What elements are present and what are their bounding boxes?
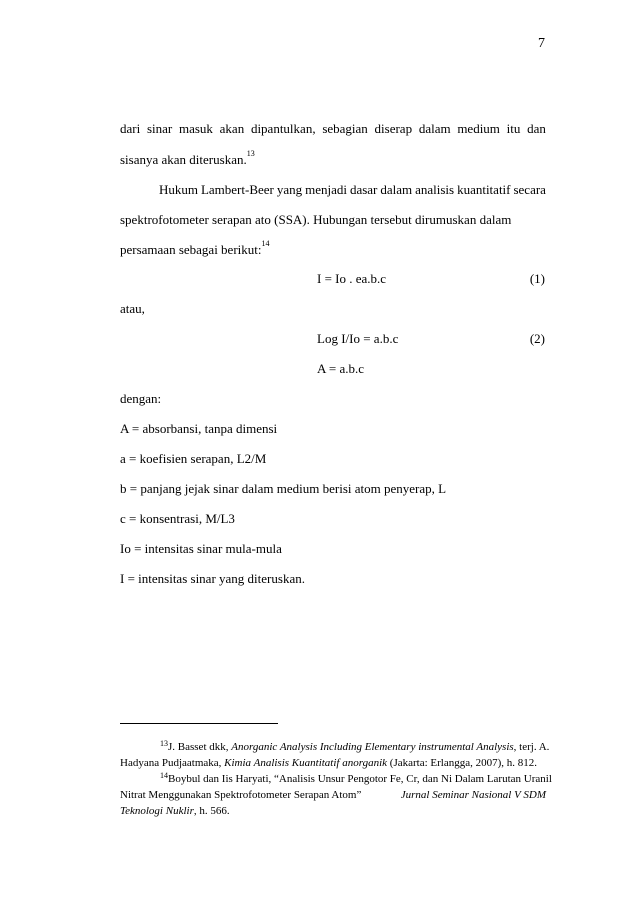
word: Lambert-Beer <box>200 182 274 197</box>
para2-line3-text: persamaan sebagai berikut: <box>120 242 262 257</box>
word: dan <box>527 121 546 136</box>
definition-item: b = panjang jejak sinar dalam medium berisi atom penyerap, L <box>120 481 447 496</box>
footnote-ref-13: 13 <box>246 149 255 158</box>
footnote-14-line3 <box>120 803 546 819</box>
atau-text: atau, <box>120 301 145 316</box>
word: masuk <box>178 121 213 136</box>
page-number: 7 <box>538 36 545 51</box>
footnote-13-title: Anorganic Analysis Including Elementary instrumental Analysis <box>231 741 514 753</box>
word: analisis <box>415 182 455 197</box>
para2-line2: spektrofotometer serapan ato (SSA). Hubungan tersebut dirumuskan dalam <box>120 212 512 227</box>
word: sinar <box>146 121 173 136</box>
word: secara <box>513 182 546 197</box>
footnote-13-line2 <box>120 755 546 771</box>
para1-line1 <box>120 121 546 137</box>
word: diserap <box>374 121 413 136</box>
footnote-13-author: J. Basset dkk, <box>168 741 232 753</box>
word: dalam <box>380 182 413 197</box>
word: medium <box>457 121 500 136</box>
word: itu <box>506 121 521 136</box>
word: yang <box>276 182 303 197</box>
footnote-13-title2: Kimia Analisis Kuantitatif anorganik <box>224 757 388 769</box>
word: menjadi <box>305 182 347 197</box>
definition-item: Io = intensitas sinar mula-mula <box>120 541 282 556</box>
definition-item: A = absorbansi, tanpa dimensi <box>120 421 278 436</box>
definition-item: c = konsentrasi, M/L3 <box>120 511 235 526</box>
word: sebagian <box>322 121 368 136</box>
word: kuantitatif <box>457 182 511 197</box>
word: dari <box>120 121 141 136</box>
equation-2: Log I/Io = a.b.c <box>317 331 399 346</box>
footnote-13-publisher: (Jakarta: Erlangga, 2007), h. 812. <box>387 757 538 769</box>
word: dalam <box>418 121 451 136</box>
footnote-separator <box>120 723 278 724</box>
equation-1-number: (1) <box>529 271 545 286</box>
word: dasar <box>349 182 378 197</box>
definition-item: a = koefisien serapan, L2/M <box>120 451 267 466</box>
equation-1: I = Io . ea.b.c <box>317 271 387 286</box>
para2-line3 <box>120 239 270 258</box>
word: dipantulkan, <box>250 121 316 136</box>
footnote-14-line1 <box>120 771 552 787</box>
footnote-ref-14: 14 <box>261 239 270 248</box>
equation-3: A = a.b.c <box>317 361 365 376</box>
para2-line1 <box>159 182 546 198</box>
equation-2-number: (2) <box>529 331 545 346</box>
footnote-14-number: 14 <box>160 771 168 780</box>
footnote-13-translator: Hadyana Pudjaatmaka, <box>120 757 225 769</box>
para1-line2-text: sisanya akan diteruskan. <box>120 152 247 167</box>
para1-line2 <box>120 149 255 168</box>
footnote-14-journal2: Teknologi Nuklir <box>120 805 194 817</box>
footnote-13-number: 13 <box>160 739 168 748</box>
word: akan <box>219 121 245 136</box>
footnote-14-text2: Nitrat Menggunakan Spektrofotometer Serapan Atom” <box>120 789 362 801</box>
footnotes <box>120 739 552 819</box>
footnote-14-page: , h. 566. <box>193 805 230 817</box>
footnote-14-journal: Jurnal Seminar Nasional V SDM <box>400 789 546 801</box>
footnote-14-text: Boybul dan Iis Haryati, “Analisis Unsur Pengotor Fe, Cr, dan Ni Dalam Larutan Uranil <box>168 773 552 785</box>
footnote-13-trans: , terj. A. <box>513 741 550 753</box>
footnote-14-line2 <box>120 787 546 803</box>
definitions-intro: dengan: <box>120 391 162 406</box>
definition-item: I = intensitas sinar yang diteruskan. <box>120 571 305 586</box>
word: Hukum <box>159 182 198 197</box>
footnote-13-line1 <box>120 739 550 755</box>
